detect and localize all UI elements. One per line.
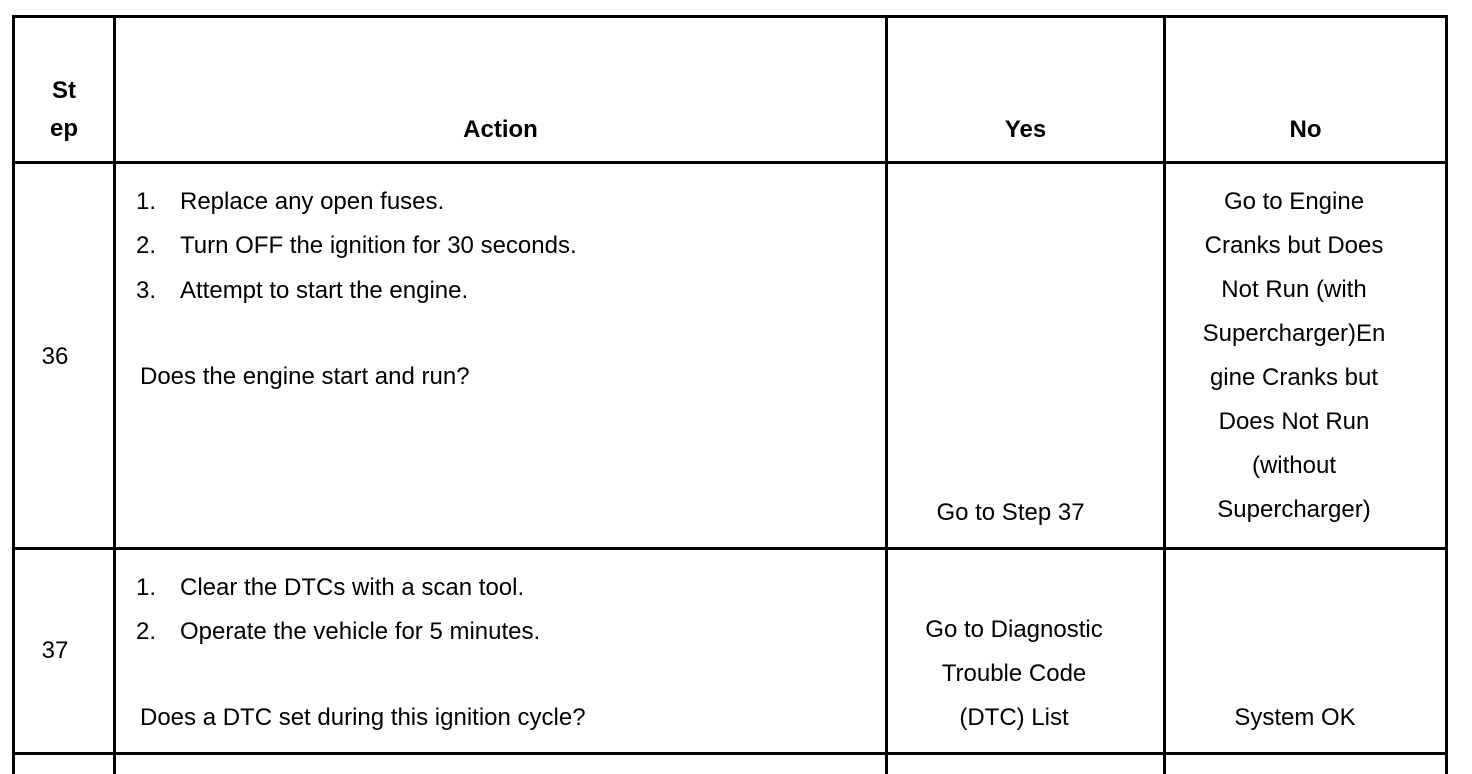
- header-yes: Yes: [1004, 116, 1047, 143]
- no-result: System OK: [1234, 704, 1356, 731]
- action-item-text: Operate the vehicle for 5 minutes.: [180, 618, 541, 645]
- action-item-text: Turn OFF the ignition for 30 seconds.: [180, 232, 577, 259]
- table-border-right: [1445, 16, 1448, 774]
- action-question: Does the engine start and run?: [140, 363, 470, 390]
- table-border-top: [12, 15, 1448, 18]
- header-action: Action: [463, 116, 538, 143]
- header-step: [15, 72, 113, 148]
- no-result-line: Does Not Run: [1218, 408, 1370, 435]
- no-result-line: Not Run (with: [1221, 276, 1367, 303]
- action-item-number: 2.: [136, 232, 157, 259]
- action-item-number: 3.: [136, 277, 157, 304]
- no-result-line: Cranks but Does: [1204, 232, 1384, 259]
- table-border-bottom: [12, 752, 1448, 755]
- no-result-line: Go to Engine: [1223, 188, 1365, 215]
- action-item: [136, 180, 444, 224]
- header-step-line2: ep: [49, 115, 78, 142]
- no-result-line: Supercharger): [1217, 496, 1371, 523]
- yes-result-line: (DTC) List: [959, 704, 1069, 731]
- yes-result-line: Trouble Code: [941, 660, 1087, 687]
- action-item-text: Attempt to start the engine.: [180, 277, 469, 304]
- action-item-number: 2.: [136, 618, 157, 645]
- action-question: Does a DTC set during this ignition cycle?: [140, 704, 586, 731]
- row-divider: [12, 547, 1448, 550]
- no-result-line: Supercharger)En: [1202, 320, 1386, 347]
- yes-result-line: Go to Diagnostic: [925, 616, 1103, 643]
- step-number: 37: [41, 637, 69, 664]
- no-result-line: gine Cranks but: [1209, 364, 1379, 391]
- header-no: No: [1289, 116, 1322, 143]
- action-item: [136, 566, 524, 610]
- header-step-line1: St: [52, 77, 76, 104]
- yes-result: Go to Step 37: [936, 499, 1085, 526]
- action-item-number: 1.: [136, 574, 157, 601]
- action-item: [136, 269, 468, 313]
- no-result-line: (without: [1251, 452, 1337, 479]
- header-divider: [12, 161, 1448, 164]
- action-item: [136, 224, 577, 268]
- action-item-text: Clear the DTCs with a scan tool.: [180, 574, 525, 601]
- yes-result: [888, 608, 1140, 740]
- action-item-text: Replace any open fuses.: [180, 188, 445, 215]
- action-item: [136, 610, 540, 654]
- action-item-number: 1.: [136, 188, 157, 215]
- no-result: [1166, 180, 1422, 532]
- step-number: 36: [41, 343, 69, 370]
